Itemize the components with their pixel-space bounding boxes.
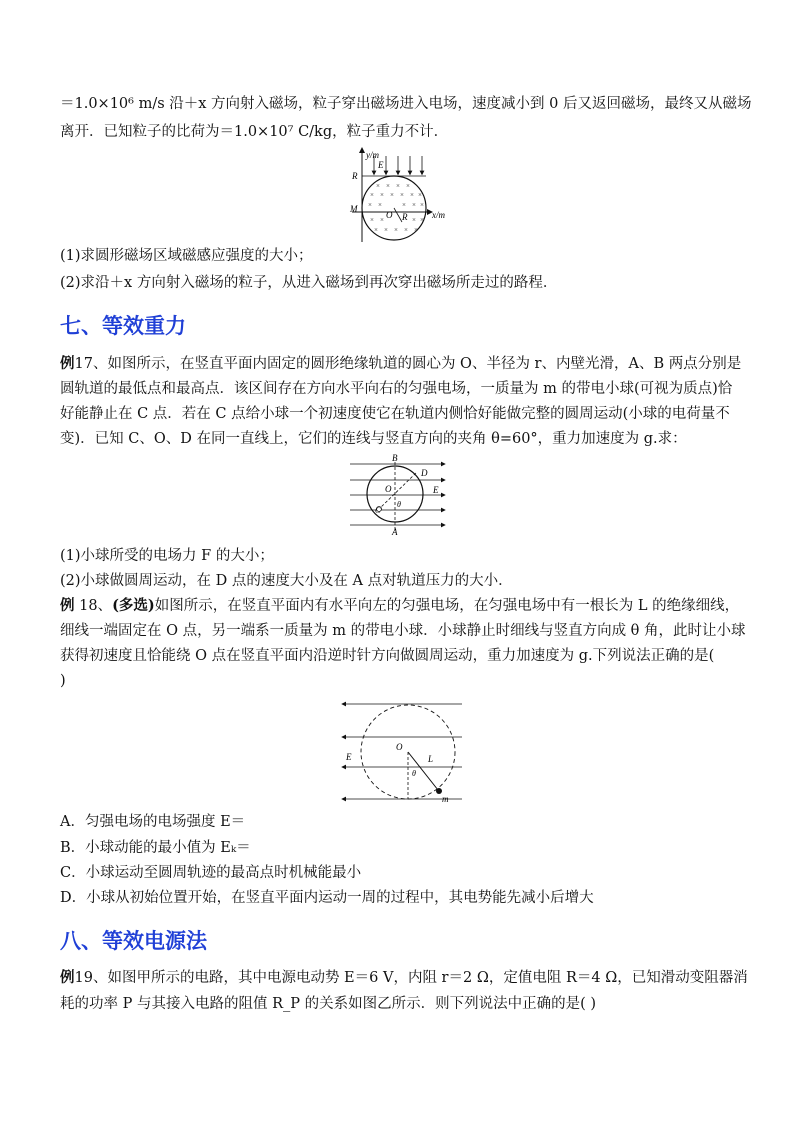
label-theta: θ [412,769,416,778]
label-R: R [352,171,358,181]
svg-text:×: × [414,226,418,234]
option-c: C．小球运动至圆周轨迹的最高点时机械能最小 [60,865,362,881]
svg-text:×: × [420,216,424,224]
svg-text:×: × [418,191,422,199]
svg-text:×: × [384,226,388,234]
magnetic-field-figure [342,146,457,246]
svg-text:×: × [380,216,384,224]
problem-text-line: ＝1.0×10⁶ m/s 沿＋x 方向射入磁场，粒子穿出磁场进入电场，速度减小到 0 后又返回磁场，最终又从磁场 [60,96,752,112]
svg-text:×: × [386,182,390,190]
svg-text:×: × [406,182,410,190]
label-E: E [346,752,352,762]
svg-text:×: × [380,191,384,199]
label-L: L [428,754,434,764]
option-d: D．小球从初始位置开始，在竖直平面内运动一周的过程中，其电势能先减小后增大 [60,890,594,906]
y-axis-label: y/m [366,150,379,160]
example-17-line [60,353,750,375]
example-18-line: 细线一端固定在 O 点，另一端系一质量为 m 的带电小球．小球静止时细线与竖直方向成 θ 角，此时让小球 [60,623,746,639]
example-17-text: 17、如图所示，在竖直平面内固定的圆形绝缘轨道的圆心为 O、半径为 r、内壁光滑，A、B 两点分别是 [74,356,742,372]
question-1: (1)求圆形磁场区域磁感应强度的大小； [60,248,313,264]
option-b: B．小球动能的最小值为 Eₖ＝ [60,840,251,856]
example-19-line: 耗的功率 P 与其接入电路的阻值 R_P 的关系如图乙所示．则下列说法中正确的是( ) [60,996,597,1012]
svg-text:×: × [374,226,378,234]
question-2: (2)求沿＋x 方向射入磁场的粒子，从进入磁场到再次穿出磁场所走过的路程． [60,275,558,291]
example-18-line: ) [60,673,66,689]
label-O: O [386,210,393,220]
label-O: O [385,484,392,494]
label-E: E [378,160,384,170]
svg-text:×: × [412,216,416,224]
svg-text:×: × [378,201,382,209]
example-18-text: 如图所示，在竖直平面内有水平向左的匀强电场，在匀强电场中有一根长为 L 的绝缘细线， [154,598,740,614]
example-18-line [60,595,750,617]
example-18-line: 获得初速度且恰能绕 O 点在竖直平面内沿逆时针方向做圆周运动，重力加速度为 g.下列说法正确的是( [60,648,715,664]
label-m: m [442,794,449,804]
question-2: (2)小球做圆周运动，在 D 点的速度大小及在 A 点对轨道压力的大小． [60,573,513,589]
label-D: D [421,468,428,478]
label-A: A [392,527,398,537]
circular-track-figure [345,452,450,537]
example-17-line: 变)．已知 C、O、D 在同一直线上，它们的连线与竖直方向的夹角 θ=60°，重力加速度为 g.求： [60,431,687,447]
x-axis-label: x/m [432,210,445,220]
example-19-text: 19、如图甲所示的电路，其中电源电动势 E＝6 V，内阻 r＝2 Ω，定值电阻 R＝4 Ω，已知滑动变阻器消 [74,970,748,986]
example-17-line: 好能静止在 C 点．若在 C 点给小球一个初速度使它在轨道内侧恰好能做完整的圆周运动(小球的电荷量不 [60,406,730,422]
svg-text:×: × [404,226,408,234]
label-O: O [396,742,403,752]
example-prefix: 例 [60,355,75,372]
option-a: A．匀强电场的电场强度 E＝ [60,814,246,830]
label-C: C [375,506,381,515]
example-prefix: 例 [60,597,75,614]
problem-text-line: 离开．已知粒子的比荷为＝1.0×10⁷ C/kg，粒子重力不计． [60,124,449,140]
svg-text:×: × [370,191,374,199]
example-19-line [60,967,750,989]
label-B: B [392,453,398,463]
multi-select-tag: (多选) [112,597,155,614]
label-E: E [433,485,439,495]
example-prefix: 例 [60,969,75,986]
example-17-line: 圆轨道的最低点和最高点．该区间存在方向水平向右的匀强电场，一质量为 m 的带电小球(可视为质点)恰 [60,381,733,397]
svg-text:×: × [410,191,414,199]
svg-text:×: × [376,182,380,190]
svg-text:×: × [368,201,372,209]
section-heading: 七、等效重力 [60,314,186,338]
svg-text:×: × [370,216,374,224]
svg-text:×: × [420,201,424,209]
label-R-center: R [402,212,408,222]
svg-text:×: × [394,226,398,234]
pendulum-figure [338,698,468,806]
label-theta: θ [397,500,401,509]
example-18-number: 18、 [74,598,113,614]
question-1: (1)小球所受的电场力 F 的大小； [60,548,274,564]
svg-text:×: × [400,191,404,199]
svg-text:×: × [412,201,416,209]
section-heading: 八、等效电源法 [60,929,207,953]
svg-text:×: × [396,182,400,190]
label-M: M [350,204,358,214]
svg-text:×: × [402,201,406,209]
svg-text:×: × [390,191,394,199]
